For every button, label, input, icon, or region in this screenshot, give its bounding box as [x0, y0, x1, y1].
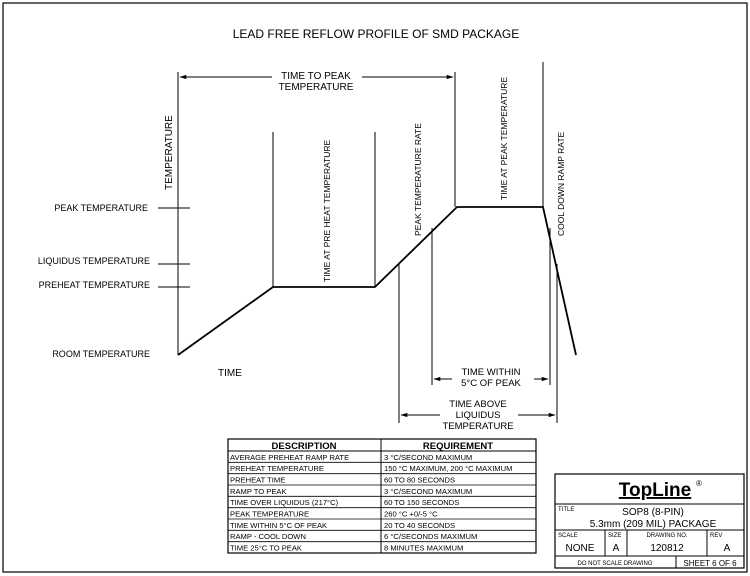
time-above-label-2: LIQUIDUS [455, 410, 501, 421]
preheat-temperature-label: PREHEAT TEMPERATURE [38, 280, 150, 290]
drawing-number-label: DRAWING NO. [646, 533, 688, 539]
topline-logo: TopLine [618, 480, 692, 501]
table-cell-description: RAMP - COOL DOWN [230, 532, 306, 542]
table-cell-description: TIME OVER LIQUIDUS (217°C) [230, 498, 339, 508]
time-to-peak-label-2: TEMPERATURE [278, 82, 354, 93]
table-cell-description: PREHEAT TEMPERATURE [230, 464, 324, 474]
cool-down-label: COOL DOWN RAMP RATE [556, 131, 566, 236]
size-value: A [612, 543, 620, 554]
rev-value: A [723, 543, 731, 554]
time-above-label-1: TIME ABOVE [449, 399, 507, 410]
size-field-label: SIZE [608, 533, 622, 539]
table-cell-requirement: 20 TO 40 SECONDS [384, 520, 456, 530]
title-block [555, 474, 744, 568]
drawing-number-value: 120812 [650, 543, 684, 554]
time-above-label-3: TEMPERATURE [442, 421, 514, 432]
liquidus-temperature-label: LIQUIDUS TEMPERATURE [37, 256, 150, 266]
title-line-2: 5.3mm (209 MIL) PACKAGE [589, 519, 717, 530]
time-within-label-1: TIME WITHIN [461, 367, 521, 378]
drawing-title: LEAD FREE REFLOW PROFILE OF SMD PACKAGE [232, 27, 520, 41]
table-cell-requirement: 3 °C/SECOND MAXIMUM [384, 452, 473, 462]
reflow-profile-curve [178, 207, 576, 355]
room-temperature-label: ROOM TEMPERATURE [52, 349, 150, 359]
scale-field-label: SCALE [558, 533, 578, 539]
topline-logo-mark: ® [696, 479, 702, 488]
title-line-1: SOP8 (8-PIN) [622, 507, 684, 518]
do-not-scale-note: DO NOT SCALE DRAWING [577, 561, 653, 567]
table-cell-requirement: 6 °C/SECONDS MAXIMUM [384, 532, 478, 542]
table-rows [228, 453, 536, 553]
table-cell-requirement: 60 TO 150 SECONDS [384, 498, 460, 508]
title-field-label: TITLE [558, 507, 575, 513]
requirements-table [228, 439, 536, 553]
scale-value: NONE [565, 543, 595, 554]
peak-temperature-label: PEAK TEMPERATURE [54, 203, 148, 213]
table-cell-description: TIME WITHIN 5°C OF PEAK [230, 520, 328, 530]
time-to-peak-label-1: TIME TO PEAK [281, 71, 351, 82]
time-at-preheat-label: TIME AT PRE HEAT TEMPERATURE [322, 139, 332, 282]
table-cell-requirement: 150 °C MAXIMUM, 200 °C MAXIMUM [384, 464, 513, 474]
table-cell-requirement: 8 MINUTES MAXIMUM [384, 543, 464, 553]
peak-temperature-rate-label: PEAK TEMPERATURE RATE [413, 123, 423, 236]
table-cell-description: AVERAGE PREHEAT RAMP RATE [230, 452, 350, 462]
table-cell-description: RAMP TO PEAK [230, 486, 287, 496]
x-axis-label: TIME [218, 368, 242, 379]
table-cell-requirement: 260 °C +0/-5 °C [384, 509, 438, 519]
table-header-description: DESCRIPTION [271, 441, 337, 452]
y-axis-label: TEMPERATURE [164, 115, 175, 190]
sheet-number: SHEET 6 OF 6 [683, 559, 737, 568]
table-cell-description: PEAK TEMPERATURE [230, 509, 310, 519]
rev-field-label: REV [710, 533, 723, 539]
table-cell-requirement: 60 TO 80 SECONDS [384, 475, 456, 485]
table-cell-description: PREHEAT TIME [230, 475, 286, 485]
time-at-peak-label: TIME AT PEAK TEMPERATURE [499, 76, 509, 200]
time-within-label-2: 5°C OF PEAK [461, 378, 521, 389]
table-header-requirement: REQUIREMENT [422, 441, 494, 452]
table-cell-requirement: 3 °C/SECOND MAXIMUM [384, 486, 473, 496]
table-cell-description: TIME 25°C TO PEAK [230, 543, 302, 553]
